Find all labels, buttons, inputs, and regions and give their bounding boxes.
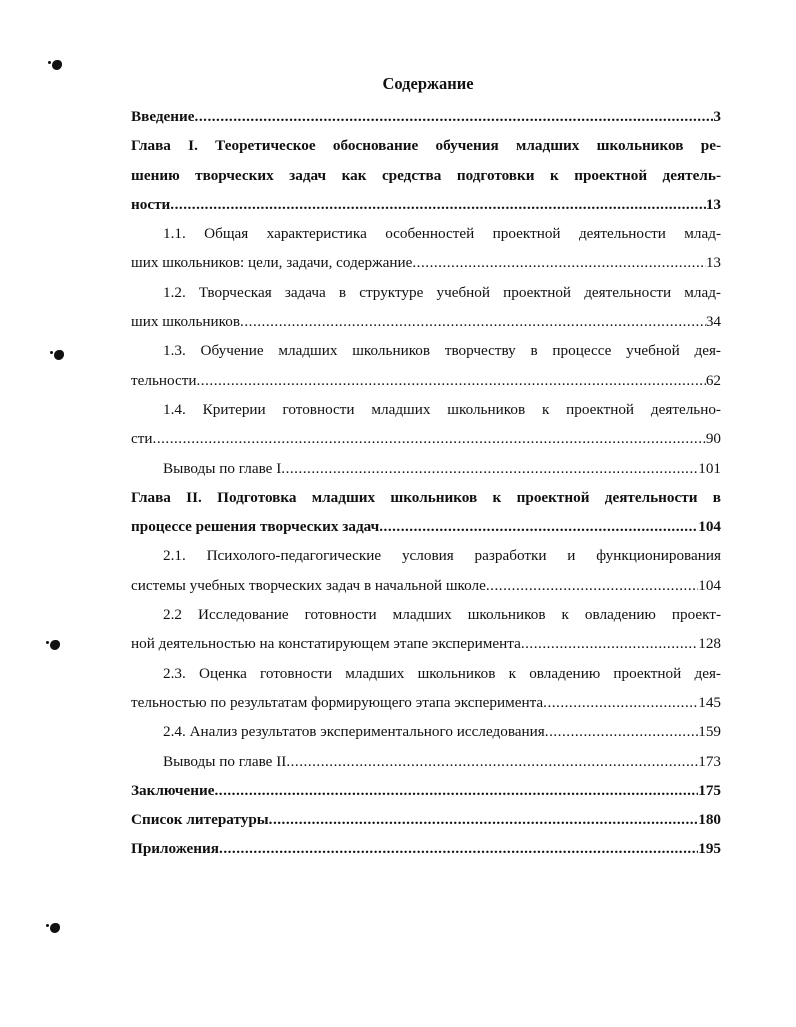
toc-entry-2-2-line2 [131, 629, 721, 658]
toc-entry-1-4-line1: 1.4. Критерии готовности младших школьников к проектной деятельно- [163, 400, 721, 418]
toc-leader [486, 571, 698, 600]
toc-entry-conclusions-ch2 [131, 747, 721, 776]
toc-entry-chapter1-line3 [131, 190, 721, 219]
toc-leader [153, 424, 706, 453]
toc-entry-1-1-line2 [131, 248, 721, 277]
toc-label: ности [131, 195, 171, 213]
toc-label: Приложения [131, 840, 220, 858]
toc-page: 195 [698, 840, 721, 858]
toc-page: 13 [705, 254, 721, 272]
toc-entry-appendix [131, 834, 721, 863]
toc-entry-2-1-line1: 2.1. Психолого-педагогические условия разработки и функционирования [163, 547, 721, 565]
toc-page: 175 [698, 781, 721, 799]
toc-entry-1-2-line1: 1.2. Творческая задача в структуре учебной проектной деятельности млад- [163, 283, 721, 301]
toc-entry-chapter2-line1: Глава II. Подготовка младших школьников к проектной деятельности в [131, 488, 721, 506]
toc-page: 62 [705, 371, 721, 389]
toc-page: 173 [698, 752, 721, 770]
toc-leader [379, 512, 698, 541]
toc-label: ших школьников [131, 313, 241, 331]
toc-page: 13 [705, 195, 721, 213]
toc-page: 159 [698, 723, 721, 741]
toc-entry-1-1-line1: 1.1. Общая характеристика особенностей проектной деятельности млад- [163, 225, 721, 243]
toc-entry-intro [131, 102, 721, 131]
toc-leader [521, 629, 698, 658]
toc-label: Выводы по главе I [163, 459, 282, 477]
toc-entry-1-3-line1: 1.3. Обучение младших школьников творчеству в процессе учебной дея- [163, 342, 721, 360]
toc-page: 90 [705, 430, 721, 448]
toc-label: тельностью по результатам формирующего этапа эксперимента [131, 693, 544, 711]
toc-leader [545, 717, 698, 746]
toc-page: 101 [698, 459, 721, 477]
scan-speck-mark [54, 350, 64, 360]
toc-leader [412, 248, 705, 277]
toc-leader [219, 834, 698, 863]
toc-label: ших школьников: цели, задачи, содержание [131, 254, 413, 272]
table-of-contents [131, 102, 721, 864]
toc-entry-1-4-line2 [131, 424, 721, 453]
page-title: Содержание [382, 74, 474, 93]
toc-page: 34 [705, 313, 721, 331]
toc-entry-2-3-line1: 2.3. Оценка готовности младших школьников к овладению проектной дея- [163, 664, 721, 682]
toc-label: сти [131, 430, 153, 448]
toc-label: Выводы по главе II [163, 752, 287, 770]
toc-page: 180 [698, 811, 721, 829]
toc-entry-chapter1-line2: шению творческих задач как средства подготовки к проектной деятель- [131, 166, 721, 184]
toc-label: тельности [131, 371, 197, 389]
toc-leader [240, 307, 706, 336]
toc-entry-2-4 [131, 717, 721, 746]
toc-entry-1-2-line2 [131, 307, 721, 336]
toc-page: 104 [698, 518, 721, 536]
toc-entry-2-1-line2 [131, 571, 721, 600]
toc-page: 145 [698, 693, 721, 711]
toc-leader [543, 688, 698, 717]
toc-entry-1-3-line2 [131, 366, 721, 395]
toc-page: 104 [698, 576, 721, 594]
toc-label: ной деятельностью на констатирующем этапе эксперимента [131, 635, 521, 653]
toc-leader [286, 747, 698, 776]
toc-label: 2.4. Анализ результатов экспериментального исследования [163, 723, 545, 741]
scan-speck-mark [52, 60, 62, 70]
toc-leader [170, 190, 706, 219]
toc-entry-2-3-line2 [131, 688, 721, 717]
toc-leader [269, 805, 699, 834]
toc-entry-references [131, 805, 721, 834]
toc-label: Заключение [131, 781, 215, 799]
toc-entry-chapter1-line1: Глава I. Теоретическое обоснование обучения младших школьников ре- [131, 137, 721, 155]
toc-leader [281, 454, 698, 483]
toc-entry-chapter2-line2 [131, 512, 721, 541]
toc-label: процессе решения творческих задач [131, 518, 380, 536]
scan-speck-mark [50, 923, 60, 933]
toc-entry-2-2-line1: 2.2 Исследование готовности младших школьников к овладению проект- [163, 606, 721, 624]
toc-entry-conclusion [131, 776, 721, 805]
toc-leader [197, 366, 706, 395]
toc-label: Введение [131, 108, 195, 125]
toc-label: Список литературы [131, 811, 269, 829]
toc-leader [214, 776, 698, 805]
toc-entry-conclusions-ch1 [131, 454, 721, 483]
toc-label: системы учебных творческих задач в начальной школе [131, 576, 486, 594]
scan-speck-mark [50, 640, 60, 650]
toc-page: 128 [698, 635, 721, 653]
toc-page: 3 [713, 108, 721, 125]
toc-leader [195, 102, 714, 131]
